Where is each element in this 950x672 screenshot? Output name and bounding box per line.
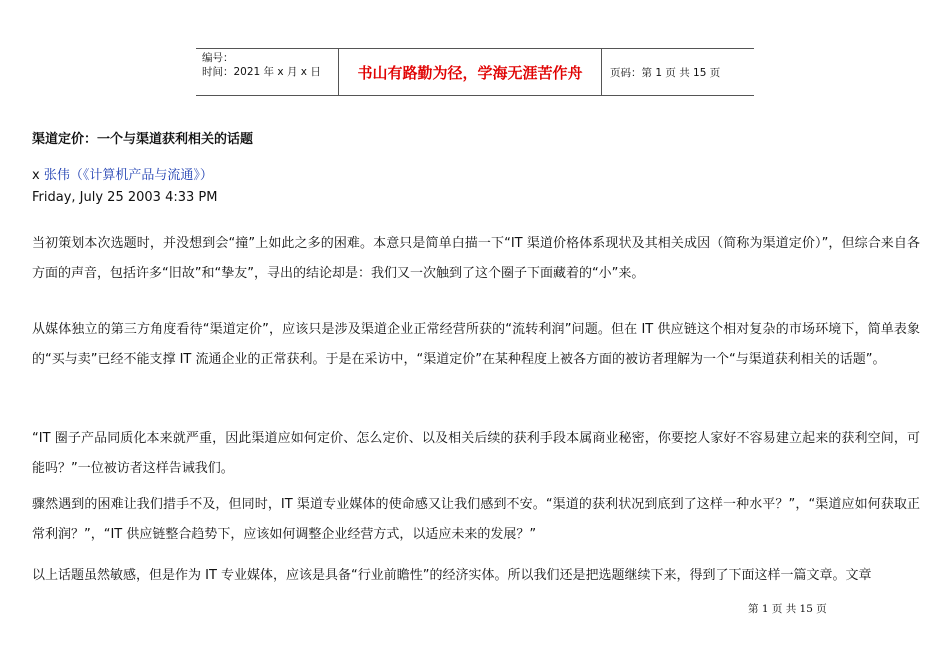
publish-date: Friday, July 25 2003 4:33 PM — [32, 190, 218, 205]
paragraph: 从媒体独立的第三方角度看待“渠道定价”，应该只是涉及渠道企业正常经营所获的“流转利润”问题。但在 IT 供应链这个相对复杂的市场环境下，简单表象的“买与卖”已经不能支撑 IT 流通企业的正常获利。于是在采访中，“渠道定价”在某种程度上被各方面的被访者理解为一个“与渠道获利相关的话题”。 — [32, 322, 920, 367]
header-motto: 书山有路勤为径，学海无涯苦作舟 — [338, 49, 602, 95]
article-title: 渠道定价：一个与渠道获利相关的话题 — [32, 132, 254, 147]
header-page-info: 页码：第 1 页 共 15 页 — [610, 66, 721, 79]
paragraph: 当初策划本次选题时，并没想到会“撞”上如此之多的困难。本意只是简单白描一下“IT 渠道价格体系现状及其相关成因（简称为渠道定价）”，但综合来自各方面的声音，包括许多“旧故”和“挚友”，寻出的结论却是：我们又一次触到了这个圈子下面藏着的“小”来。 — [32, 236, 920, 281]
paragraph: “IT 圈子产品同质化本来就严重，因此渠道应如何定价、怎么定价、以及相关后续的获利手段本属商业秘密，你要挖人家好不容易建立起来的获利空间，可能吗？”一位被访者这样告诫我们。 — [32, 431, 920, 476]
header-meta — [196, 49, 338, 95]
document-header — [196, 48, 754, 96]
page-footer: 第 1 页 共 15 页 — [748, 603, 827, 615]
byline-prefix: x — [32, 168, 44, 183]
author-link[interactable]: 张伟（《计算机产品与流通》） — [43, 168, 213, 183]
paragraph: 骤然遇到的困难让我们措手不及，但同时，IT 渠道专业媒体的使命感又让我们感到不安。“渠道的获利状况到底到了这样一种水平？”，“渠道应如何获取正常利润？”，“IT 供应链整合趋势下，应该如何调整企业经营方式，以适应未来的发展？” — [32, 497, 920, 542]
time-label: 时间：2021 年 x 月 x 日 — [202, 66, 321, 78]
number-label: 编号： — [202, 52, 234, 64]
byline — [32, 164, 213, 183]
paragraph: 以上话题虽然敏感，但是作为 IT 专业媒体，应该是具备“行业前瞻性”的经济实体。所以我们还是把选题继续下来，得到了下面这样一篇文章。文章 — [32, 568, 872, 583]
